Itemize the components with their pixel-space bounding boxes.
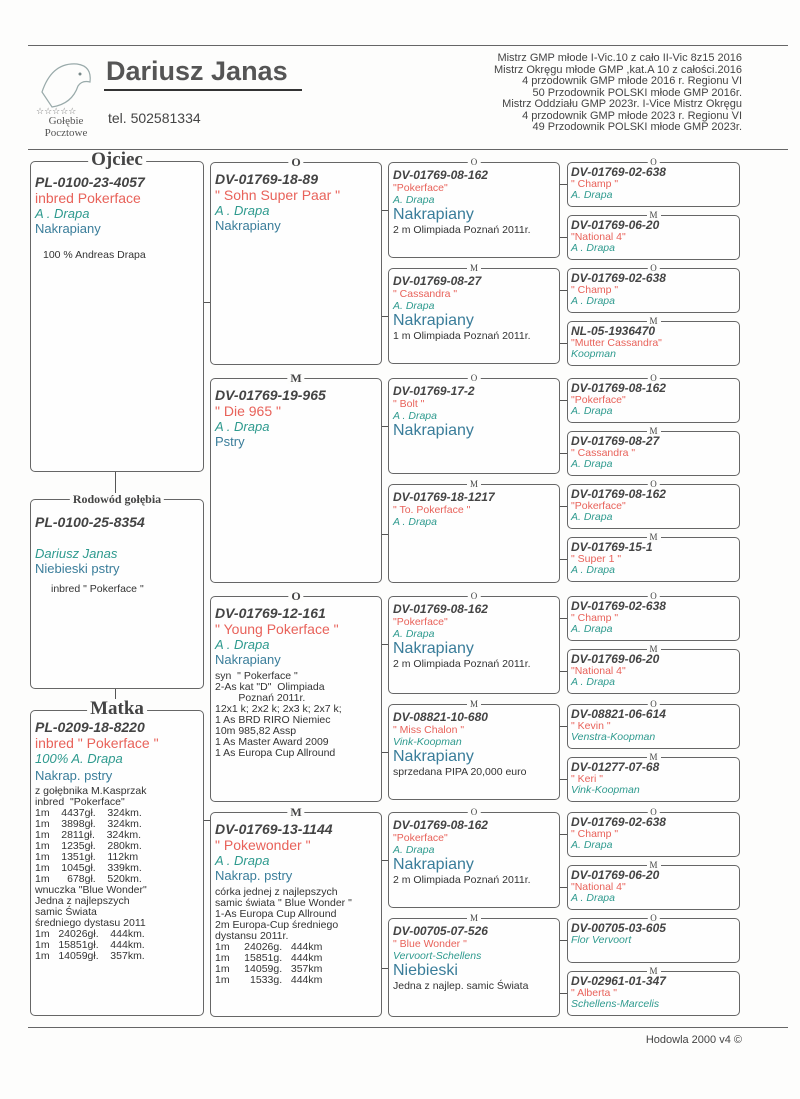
gen3-name: " Miss Chalon ": [393, 724, 465, 736]
gen3-card-6: [388, 699, 560, 800]
gen2-label: O: [288, 156, 303, 168]
gen2-notes: [215, 671, 378, 759]
gen4-label: M: [646, 752, 660, 762]
gen3-ring: DV-01769-17-2: [393, 384, 475, 398]
achievement: 50 Przodownik POLSKI młode GMP 2016r.: [532, 86, 742, 99]
gen4-ring: DV-01769-06-20: [571, 218, 660, 232]
gen4-name: " Champ ": [571, 284, 619, 296]
gen4-name: " Alberta ": [571, 987, 617, 999]
gen4-breeder: A . Drapa: [571, 295, 615, 307]
gen3-color: Niebieski: [393, 962, 458, 979]
gen2-note: 1m 15851g. 444km: [215, 952, 323, 964]
mother-note: 1m 3898gł. 324km.: [35, 818, 142, 830]
connector: [560, 506, 567, 507]
gen3-note: 2 m Olimpiada Poznań 2011r.: [393, 874, 531, 886]
gen4-name: " Keri ": [571, 773, 603, 785]
gen3-card-4: [388, 479, 560, 583]
mother-notes: [35, 786, 200, 962]
gen4-breeder: A. Drapa: [571, 839, 613, 851]
gen3-breeder: Vervoort-Schellens: [393, 950, 482, 962]
gen4-card: [567, 860, 740, 910]
achievement: Mistrz Okręgu młode GMP ,kat.A 10 z całości.2016: [493, 63, 742, 76]
gen2-ring: DV-01769-12-161: [215, 605, 326, 621]
gen2-ring: DV-01769-19-965: [215, 387, 326, 403]
subject-card: [30, 492, 204, 689]
gen4-breeder: Koopman: [571, 348, 616, 360]
mother-note: 1m 4437gł. 324km.: [35, 807, 142, 819]
gen2-name: " Young Pokerface ": [215, 621, 339, 637]
gen2-note: 2-As kat "D" Olimpiada: [215, 681, 325, 693]
connector: [382, 860, 388, 861]
gen3-label: M: [467, 263, 481, 273]
gen2-note: 10m 985,82 Assp: [215, 725, 297, 737]
gen2-note: 1 As Europa Cup Allround: [215, 747, 336, 759]
gen4-card: [567, 644, 740, 694]
gen4-card: [567, 699, 740, 749]
connector: [382, 426, 388, 427]
breeder-name: Dariusz Janas: [106, 56, 288, 86]
gen2-name: " Pokewonder ": [215, 837, 311, 853]
gen3-ring: DV-01769-08-27: [393, 274, 482, 288]
gen3-label: M: [467, 699, 481, 709]
gen3-note: sprzedana PIPA 20,000 euro: [393, 766, 527, 778]
gen4-name: "Mutter Cassandra": [571, 337, 662, 349]
subject-color: Niebieski pstry: [35, 561, 120, 576]
connector: [560, 779, 567, 780]
connector: [560, 343, 567, 344]
mother-breeder: 100% A. Drapa: [35, 751, 123, 766]
gen2-note: 1 As BRD RIRO Niemiec: [215, 714, 331, 726]
gen3-card-2: [388, 263, 560, 364]
header-top-rule: [28, 45, 788, 46]
gen2-note: córka jednej z najlepszych: [215, 886, 338, 898]
gen4-ring: DV-01769-06-20: [571, 652, 660, 666]
gen3-breeder: A. Drapa: [393, 194, 435, 206]
gen3-name: "Pokerface": [393, 616, 448, 628]
connector: [560, 237, 567, 238]
gen4-ring: DV-01769-15-1: [571, 540, 653, 554]
gen3-name: " Bolt ": [393, 398, 425, 410]
gen4-ring: DV-01769-08-162: [571, 487, 666, 501]
gen2-breeder: A . Drapa: [215, 419, 270, 434]
gen2-label: O: [288, 590, 303, 602]
gen4-label: O: [647, 591, 660, 601]
phone-number: tel. 502581334: [108, 110, 201, 126]
mother-note: 1m 678gł. 520km.: [35, 873, 142, 885]
gen4-ring: DV-01769-08-162: [571, 381, 666, 395]
connector: [560, 618, 567, 619]
gen3-ring: DV-01769-08-162: [393, 818, 488, 832]
achievement: Mistrz Oddziału GMP 2023r. I-Vice Mistrz Okręgu: [502, 98, 742, 110]
gen4-ring: DV-01769-08-27: [571, 434, 660, 448]
gen3-color: Nakrapiany: [393, 422, 474, 439]
gen4-label: O: [647, 263, 660, 273]
gen4-breeder: Flor Vervoort: [571, 934, 632, 946]
gen4-label: M: [646, 316, 660, 326]
mother-note: Jedna z najlepszych: [35, 895, 130, 907]
connector: [382, 210, 388, 211]
mother-color: Nakrap. pstry: [35, 768, 113, 783]
gen2-color: Nakrap. pstry: [215, 868, 293, 883]
father-card: [30, 149, 204, 472]
gen3-name: "Pokerface": [393, 832, 448, 844]
gen2-card-1: [210, 155, 382, 365]
gen4-name: " Super 1 ": [571, 553, 622, 565]
gen4-label: M: [646, 210, 660, 220]
gen3-breeder: A. Drapa: [393, 628, 435, 640]
gen2-ring: DV-01769-18-89: [215, 171, 318, 187]
gen3-note: 2 m Olimpiada Poznań 2011r.: [393, 224, 531, 236]
connector: [560, 834, 567, 835]
connector: [560, 290, 567, 291]
gen3-color: Nakrapiany: [393, 640, 474, 657]
gen4-card: [567, 263, 740, 313]
gen4-label: O: [647, 157, 660, 167]
mother-note: 1m 2811gł. 324km.: [35, 829, 142, 841]
gen4-ring: DV-02961-01-347: [571, 974, 666, 988]
mother-note: z gołębnika M.Kasprzak: [35, 785, 147, 797]
gen4-ring: DV-01769-02-638: [571, 271, 666, 285]
gen4-breeder: A . Drapa: [571, 242, 615, 254]
gen4-card: [567, 479, 740, 529]
gen2-notes: [215, 887, 378, 986]
connector: [560, 940, 567, 941]
mother-note: 1m 1045gł. 339km.: [35, 862, 142, 874]
gen2-note: Poznań 2011r.: [215, 692, 306, 704]
connector: [382, 752, 388, 753]
connector: [560, 453, 567, 454]
gen2-ring: DV-01769-13-1144: [215, 821, 333, 837]
gen4-card: [567, 532, 740, 582]
connector: [115, 472, 116, 494]
mother-note: 1m 24026gł. 444km.: [35, 928, 145, 940]
mother-note: inbred "Pokerface": [35, 796, 125, 808]
gen4-label: O: [647, 479, 660, 489]
gen4-ring: DV-00705-03-605: [571, 921, 666, 935]
father-breeder: A . Drapa: [35, 206, 90, 221]
gen4-ring: DV-01769-02-638: [571, 815, 666, 829]
gen2-label: M: [287, 806, 304, 818]
gen2-note: 1m 14059g. 357km: [215, 963, 323, 975]
gen3-breeder: Vink-Koopman: [393, 736, 462, 748]
father-ring: PL-0100-23-4057: [35, 174, 145, 190]
gen3-name: " To. Pokerface ": [393, 504, 471, 516]
gen4-card: [567, 373, 740, 423]
father-note: 100 % Andreas Drapa: [43, 249, 146, 261]
mother-note: 1m 14059gł. 357km.: [35, 950, 145, 962]
gen3-name: "Pokerface": [393, 182, 448, 194]
gen2-note: 1 As Master Award 2009: [215, 736, 329, 748]
gen2-color: Nakrapiany: [215, 652, 281, 667]
gen3-ring: DV-08821-10-680: [393, 710, 488, 724]
gen3-breeder: A. Drapa: [393, 844, 435, 856]
gen4-card: [567, 913, 740, 963]
gen3-card-5: [388, 591, 560, 694]
subject-label: Rodowód gołębia: [70, 493, 164, 505]
gen4-label: O: [647, 913, 660, 923]
gen4-ring: DV-01769-02-638: [571, 599, 666, 613]
gen3-breeder: A . Drapa: [393, 410, 437, 422]
gen4-card: [567, 752, 740, 802]
achievement: 49 Przodownik POLSKI młode GMP 2023r.: [532, 121, 742, 133]
connector: [204, 302, 210, 303]
gen4-label: M: [646, 644, 660, 654]
gen2-note: 12x1 k; 2x2 k; 2x3 k; 2x7 k;: [215, 703, 342, 715]
gen3-note: 1 m Olimpiada Poznań 2011r.: [393, 330, 531, 342]
gen3-color: Nakrapiany: [393, 748, 474, 765]
achievement: 4 przodownik GMP młode 2023 r. Regionu VI: [522, 109, 742, 122]
gen4-card: [567, 807, 740, 857]
gen4-ring: DV-01769-02-638: [571, 165, 666, 179]
gen3-color: Nakrapiany: [393, 856, 474, 873]
connector: [560, 726, 567, 727]
gen4-label: M: [646, 532, 660, 542]
gen4-name: "Pokerface": [571, 500, 626, 512]
gen2-note: syn " Pokerface ": [215, 670, 298, 682]
achievement: Mistrz GMP młode I-Vic.10 z cało II-Vic 8z15 2016: [497, 52, 742, 64]
connector: [560, 400, 567, 401]
gen4-breeder: A . Drapa: [571, 892, 615, 904]
connector: [560, 184, 567, 185]
gen4-name: " Champ ": [571, 178, 619, 190]
gen4-card: [567, 426, 740, 476]
mother-card: [30, 698, 204, 1016]
gen3-color: Nakrapiany: [393, 312, 474, 329]
gen4-ring: DV-01277-07-68: [571, 760, 660, 774]
mother-note: 1m 1235gł. 280km.: [35, 840, 142, 852]
mother-note: 1m 15851gł. 444km.: [35, 939, 145, 951]
gen2-note: samic świata " Blue Wonder ": [215, 897, 352, 909]
gen3-card-8: [388, 913, 560, 1017]
achievement: 4 przodownik GMP młode 2016 r. Regionu VI: [522, 75, 742, 87]
gen4-breeder: Schellens-Marcelis: [571, 998, 660, 1010]
gen3-label: M: [467, 479, 481, 489]
gen2-note: 1m 1533g. 444km: [215, 974, 323, 986]
achievements-list: [494, 53, 742, 134]
mother-name: inbred " Pokerface ": [35, 735, 159, 751]
gen2-color: Nakrapiany: [215, 218, 281, 233]
gen4-breeder: A. Drapa: [571, 405, 613, 417]
gen3-card-1: [388, 157, 560, 258]
father-label: Ojciec: [88, 150, 146, 170]
connector: [560, 671, 567, 672]
gen4-ring: DV-01769-06-20: [571, 868, 660, 882]
gen3-note: 2 m Olimpiada Poznań 2011r.: [393, 658, 531, 670]
gen4-card: [567, 157, 740, 207]
gen4-name: "Pokerface": [571, 394, 626, 406]
footer-rule: [28, 1027, 788, 1028]
gen4-label: M: [646, 860, 660, 870]
gen3-card-3: [388, 373, 560, 474]
gen4-label: O: [647, 807, 660, 817]
gen4-name: " Kevin ": [571, 720, 611, 732]
gen4-ring: DV-08821-06-614: [571, 707, 666, 721]
gen4-name: " Champ ": [571, 828, 619, 840]
gen3-name: " Cassandra ": [393, 288, 458, 300]
connector: [382, 316, 388, 317]
gen3-note: Jedna z najlep. samic Świata: [393, 980, 529, 992]
gen4-label: M: [646, 966, 660, 976]
gen2-name: " Die 965 ": [215, 403, 281, 419]
gen3-label: O: [468, 591, 481, 601]
gen3-ring: DV-01769-08-162: [393, 602, 488, 616]
mother-note: samic Świata: [35, 906, 97, 918]
gen3-label: O: [468, 807, 481, 817]
gen3-label: M: [467, 913, 481, 923]
gen4-label: O: [647, 699, 660, 709]
gen3-label: O: [468, 373, 481, 383]
gen4-card: [567, 966, 740, 1016]
gen4-breeder: A . Drapa: [571, 564, 615, 576]
logo-text-1: Gołębie: [48, 115, 84, 127]
gen2-card-4: [210, 805, 382, 1017]
gen2-note: 1-As Europa Cup Allround: [215, 908, 337, 920]
gen4-name: "National 4": [571, 665, 626, 677]
gen2-card-2: [210, 371, 382, 583]
gen3-label: O: [468, 157, 481, 167]
gen3-name: " Blue Wonder ": [393, 938, 467, 950]
gen2-card-3: [210, 589, 382, 802]
subject-note: inbred " Pokerface ": [51, 583, 144, 595]
gen4-name: "National 4": [571, 881, 626, 893]
connector: [560, 887, 567, 888]
gen4-breeder: A. Drapa: [571, 511, 613, 523]
gen2-breeder: A . Drapa: [215, 853, 270, 868]
gen2-breeder: A . Drapa: [215, 637, 270, 652]
gen3-card-7: [388, 807, 560, 908]
gen2-label: M: [287, 372, 304, 384]
connector: [382, 534, 388, 535]
gen4-card: [567, 210, 740, 260]
gen3-color: Nakrapiany: [393, 206, 474, 223]
connector: [560, 559, 567, 560]
gen4-ring: NL-05-1936470: [571, 324, 656, 338]
gen3-breeder: A. Drapa: [393, 300, 435, 312]
connector: [382, 968, 388, 969]
connector: [560, 993, 567, 994]
gen4-breeder: A. Drapa: [571, 189, 613, 201]
mother-ring: PL-0209-18-8220: [35, 719, 145, 735]
gen4-label: M: [646, 426, 660, 436]
connector: [204, 820, 210, 821]
subject-ring: PL-0100-25-8354: [35, 514, 145, 530]
gen3-ring: DV-01769-08-162: [393, 168, 488, 182]
gen4-name: " Cassandra ": [571, 447, 636, 459]
father-name: inbred Pokerface: [35, 190, 141, 206]
footer-credit: Hodowla 2000 v4 ©: [645, 1034, 742, 1046]
gen2-note: 2m Europa-Cup średniego: [215, 919, 339, 931]
gen3-breeder: A . Drapa: [393, 516, 437, 528]
breeder-name-underline: [104, 89, 302, 91]
gen4-breeder: Venstra-Koopman: [571, 731, 656, 743]
pigeon-logo-icon: [32, 52, 98, 138]
gen4-name: " Champ ": [571, 612, 619, 624]
mother-label: Matka: [87, 699, 147, 719]
gen3-ring: DV-01769-18-1217: [393, 490, 495, 504]
gen3-ring: DV-00705-07-526: [393, 924, 488, 938]
svg-text:☆☆☆☆☆: ☆☆☆☆☆: [36, 107, 77, 117]
gen4-breeder: A. Drapa: [571, 458, 613, 470]
mother-note: 1m 1351gł. 112km: [35, 851, 139, 863]
gen4-breeder: A. Drapa: [571, 623, 613, 635]
logo-text-2: Pocztowe: [44, 127, 88, 139]
gen4-breeder: Vink-Koopman: [571, 784, 640, 796]
gen2-note: dystansu 2011r.: [215, 930, 289, 942]
gen2-name: " Sohn Super Paar ": [215, 187, 341, 203]
subject-breeder: Dariusz Janas: [35, 546, 118, 561]
mother-note: wnuczka "Blue Wonder": [35, 884, 147, 896]
father-color: Nakrapiany: [35, 221, 101, 236]
gen4-breeder: A . Drapa: [571, 676, 615, 688]
gen4-name: "National 4": [571, 231, 626, 243]
gen2-note: 1m 24026g. 444km: [215, 941, 323, 953]
gen4-card: [567, 316, 740, 366]
mother-note: średniego dystasu 2011: [35, 917, 146, 929]
gen4-card: [567, 591, 740, 641]
gen2-breeder: A . Drapa: [215, 203, 270, 218]
connector: [382, 644, 388, 645]
gen4-label: O: [647, 373, 660, 383]
gen2-color: Pstry: [215, 434, 245, 449]
